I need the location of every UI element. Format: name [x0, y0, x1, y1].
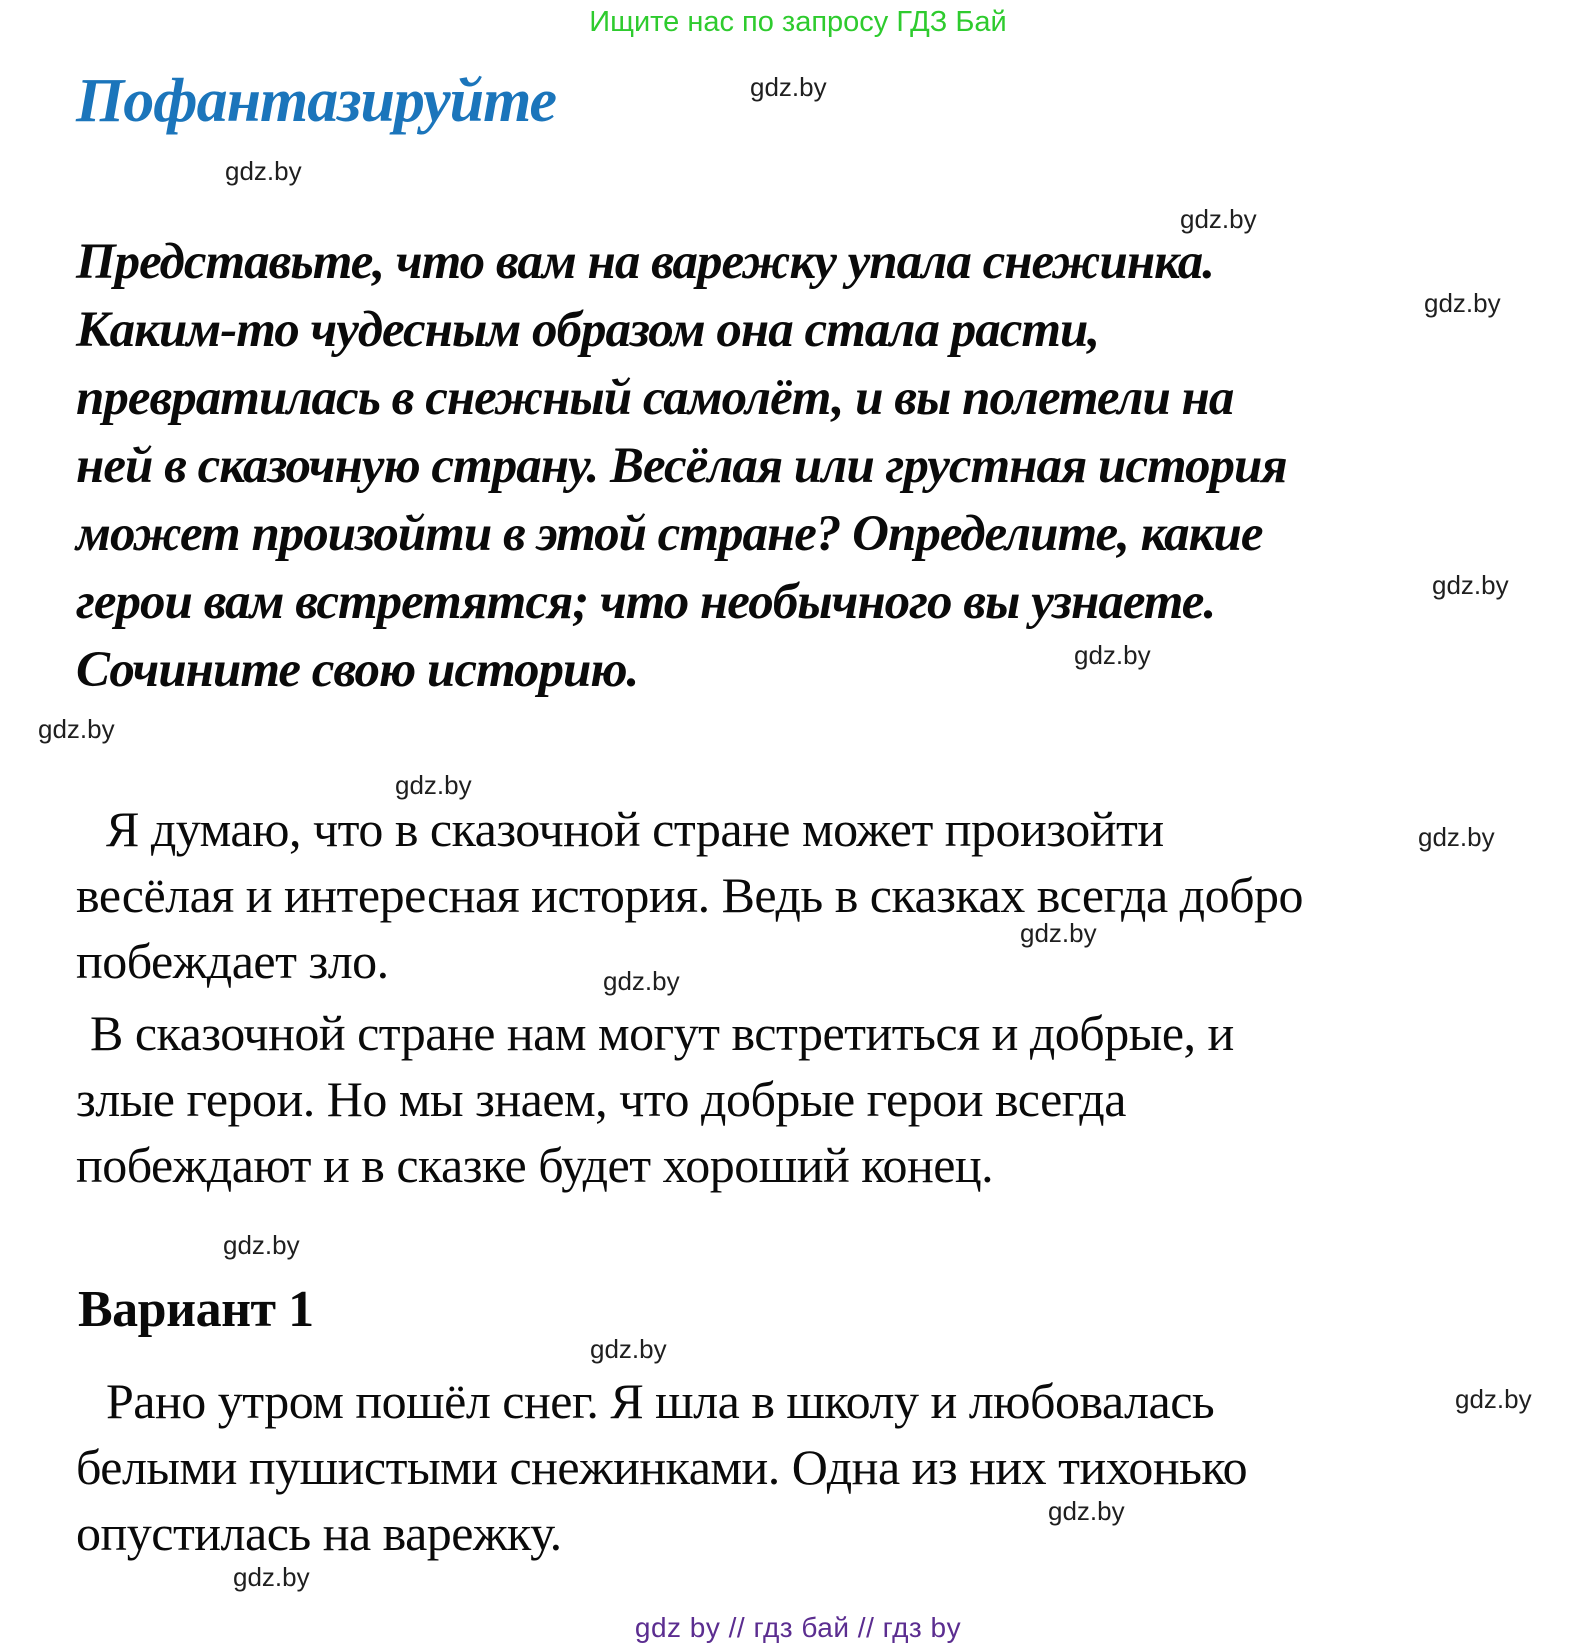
gdz-watermark: gdz.by — [750, 72, 827, 102]
gdz-watermark: gdz.by — [603, 966, 680, 996]
gdz-watermark: gdz.by — [233, 1562, 310, 1592]
task-line: может произойти в этой стране? Определите, какие — [76, 506, 1263, 562]
gdz-watermark: gdz.by — [1048, 1496, 1125, 1526]
answer-line: Рано утром пошёл снег. Я шла в школу и любовалась — [106, 1373, 1215, 1429]
answer-line: Я думаю, что в сказочной стране может произойти — [106, 801, 1164, 857]
page-title: Пофантазируйте — [76, 67, 557, 135]
answer-line: побеждает зло. — [76, 933, 389, 989]
gdz-watermark: gdz.by — [1455, 1384, 1532, 1414]
answer-line: злые герои. Но мы знаем, что добрые герои всегда — [76, 1071, 1126, 1127]
task-text-block — [76, 228, 1496, 704]
answer-paragraph-2 — [76, 1000, 1496, 1198]
task-line: превратилась в снежный самолёт, и вы полетели на — [76, 370, 1234, 426]
task-line: Каким-то чудесным образом она стала расти, — [76, 302, 1100, 358]
gdz-watermark: gdz.by — [590, 1334, 667, 1364]
gdz-watermark: gdz.by — [1074, 640, 1151, 670]
gdz-watermark: gdz.by — [1432, 570, 1509, 600]
answer-line: белыми пушистыми снежинками. Одна из них тихонько — [76, 1439, 1248, 1495]
task-line: ней в сказочную страну. Весёлая или грустная история — [76, 438, 1287, 494]
answer-line: весёлая и интересная история. Ведь в сказках всегда добро — [76, 867, 1304, 923]
site-promo-note: Ищите нас по запросу ГДЗ Бай — [589, 6, 1007, 38]
gdz-watermark: gdz.by — [1020, 918, 1097, 948]
task-line: герои вам встретятся; что необычного вы узнаете. — [76, 574, 1216, 630]
gdz-watermark: gdz.by — [395, 770, 472, 800]
answer-paragraph-1 — [76, 796, 1496, 994]
gdz-watermark: gdz.by — [223, 1230, 300, 1260]
footer-site-links: gdz by // гдз бай // гдз by — [634, 1612, 962, 1643]
task-line: Представьте, что вам на варежку упала снежинка. — [76, 234, 1214, 290]
gdz-watermark: gdz.by — [1418, 822, 1495, 852]
gdz-watermark: gdz.by — [1424, 288, 1501, 318]
gdz-watermark: gdz.by — [225, 156, 302, 186]
gdz-watermark: gdz.by — [38, 714, 115, 744]
answer-line: побеждают и в сказке будет хороший конец. — [76, 1137, 994, 1193]
variant-1-heading: Вариант 1 — [78, 1281, 314, 1338]
gdz-watermark: gdz.by — [1180, 204, 1257, 234]
variant-1-paragraph — [76, 1368, 1496, 1566]
answer-line: опустилась на варежку. — [76, 1505, 562, 1561]
answer-line: В сказочной стране нам могут встретиться и добрые, и — [90, 1005, 1234, 1061]
task-line: Сочините свою историю. — [76, 642, 639, 698]
